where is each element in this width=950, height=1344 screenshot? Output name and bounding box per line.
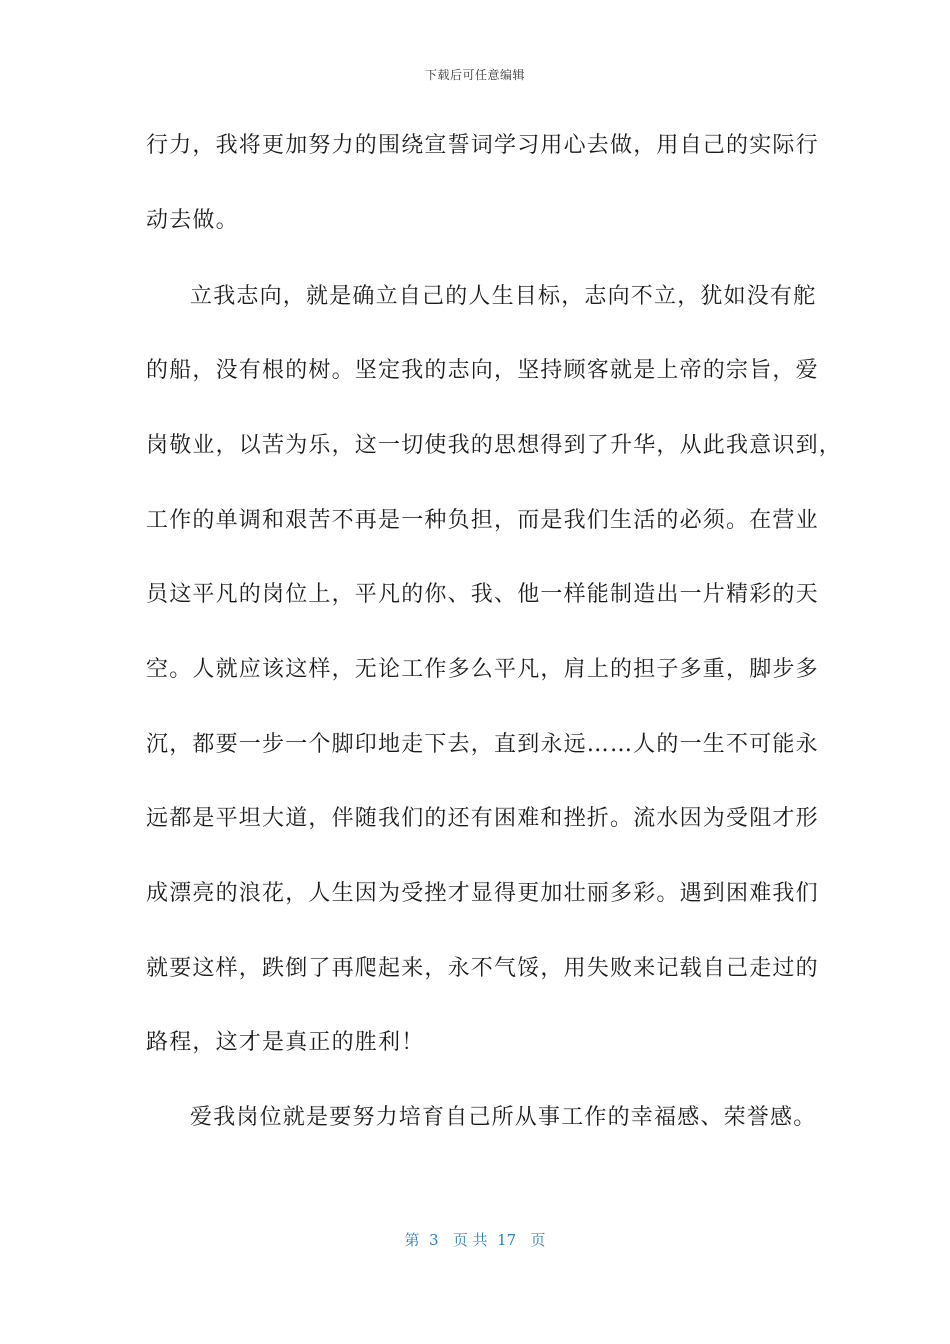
- body-line-5: 岗敬业，以苦为乐，这一切使我的思想得到了升华，从此我意识到，: [146, 433, 843, 458]
- body-line-6: 工作的单调和艰苦不再是一种负担，而是我们生活的必须。在营业: [146, 508, 819, 533]
- header-note: 下载后可任意编辑: [424, 68, 525, 82]
- body-line-2: 动去做。: [146, 208, 239, 233]
- page-number-footer: 第 3 页 共 17 页: [404, 1231, 546, 1249]
- body-line-1: 行力，我将更加努力的围绕宣誓词学习用心去做，用自己的实际行: [146, 133, 819, 158]
- body-line-8: 空。人就应该这样，无论工作多么平凡，肩上的担子多重，脚步多: [146, 657, 819, 682]
- body-line-13: 路程，这才是真正的胜利！: [146, 1030, 425, 1055]
- body-line-4: 的船，没有根的树。坚定我的志向，坚持顾客就是上帝的宗旨，爱: [146, 358, 819, 383]
- body-line-10: 远都是平坦大道，伴随我们的还有困难和挫折。流水因为受阻才形: [146, 806, 819, 831]
- body-line-7: 员这平凡的岗位上，平凡的你、我、他一样能制造出一片精彩的天: [146, 582, 819, 607]
- body-line-9: 沉，都要一步一个脚印地走下去，直到永远……人的一生不可能永: [146, 732, 819, 757]
- body-line-14: 爱我岗位就是要努力培育自己所从事工作的幸福感、荣誉感。: [190, 1105, 817, 1130]
- body-line-11: 成漂亮的浪花，人生因为受挫才显得更加壮丽多彩。遇到困难我们: [146, 881, 819, 906]
- body-line-3: 立我志向，就是确立自己的人生目标，志向不立，犹如没有舵: [190, 284, 817, 309]
- body-line-12: 就要这样，跌倒了再爬起来，永不气馁，用失败来记载自己走过的: [146, 956, 819, 981]
